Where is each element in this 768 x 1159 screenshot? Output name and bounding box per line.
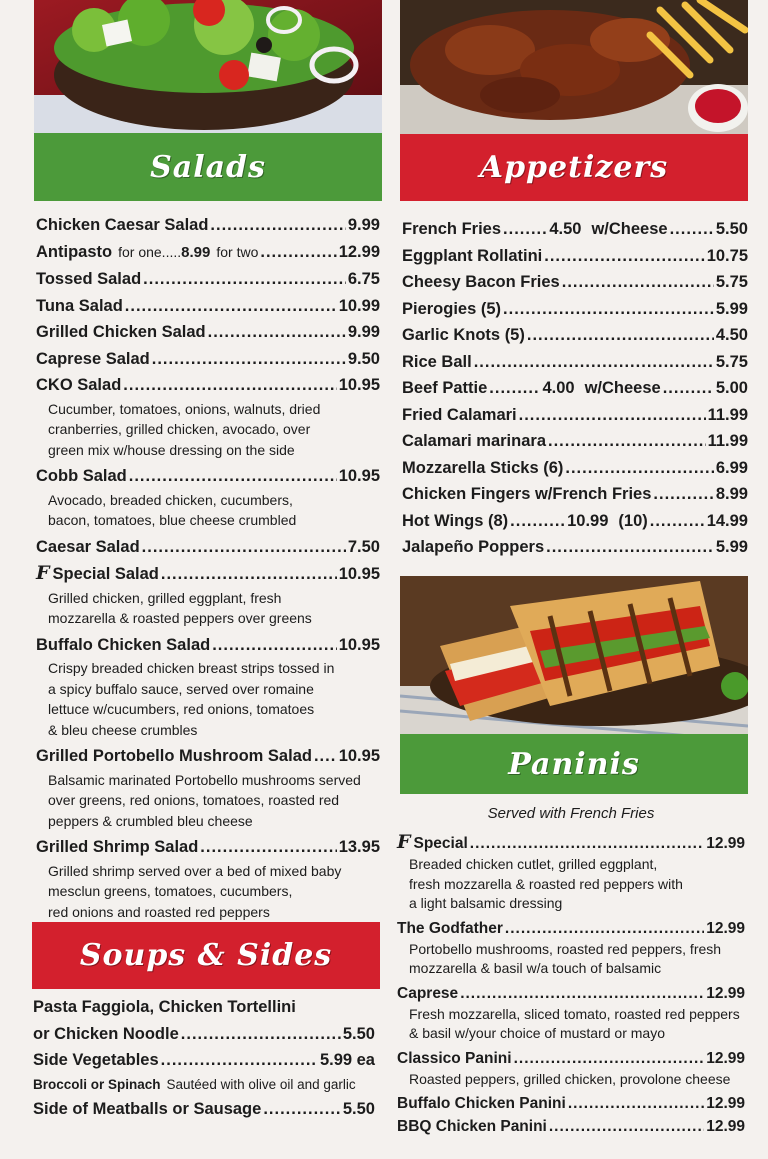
leader-dots [123,372,336,399]
leader-dots [129,463,337,490]
appetizers-item [402,508,748,535]
salads-item-price: 9.50 [347,349,380,368]
appetizers-item-price: 5.75 [715,352,748,371]
description-line: Breaded chicken cutlet, grilled eggplant, [409,856,658,872]
appetizers-item-price: 8.99 [715,485,748,503]
salads-item-price: 9.99 [347,323,380,341]
salads-banner [34,133,382,201]
leader-dots [142,534,346,561]
salads-item-price: 12.99 [338,242,380,261]
paninis-item-description [397,1005,745,1044]
soups-banner [32,922,380,989]
salads-item [36,266,380,293]
paninis-item [397,917,745,940]
description-line: over greens, red onions, tomatoes, roasted red [48,792,340,808]
leader-dots [503,216,547,243]
side-vegetables-note: Broccoli or Spinach Sautéed with olive oil and garlic [33,1076,356,1092]
salads-item-price: 10.95 [338,747,380,765]
leader-dots [210,212,345,239]
salads-item-name: CKO Salad [36,376,122,394]
leader-dots [565,455,713,482]
appetizers-item-name: Jalapeño Poppers [402,538,545,556]
salads-item-price: 10.99 [338,296,380,315]
salads-item-description [36,399,380,461]
salads-item-name: Tossed Salad [36,270,142,288]
salads-item-name: Grilled Portobello Mushroom Salad [36,747,312,765]
leader-dots [546,534,714,561]
description-line: red onions and roasted red peppers [48,903,270,920]
leader-dots [503,296,714,323]
salads-item [36,372,380,399]
salads-item-price: 10.95 [338,376,380,394]
leader-dots [505,917,704,940]
appetizers-item-name: Cheesy Bacon Fries [402,273,560,291]
appetizers-item-name: Calamari marinara [402,432,546,450]
paninis-item-price: 12.99 [706,835,745,852]
paninis-item-name: Special [413,835,468,852]
f-logo-icon: F [36,562,50,584]
paninis-item-name: BBQ Chicken Panini [397,1118,547,1135]
description-line: mozzarella & roasted peppers over greens [48,610,312,626]
leader-dots [470,832,704,855]
paninis-item [397,1092,745,1115]
description-line: peppers & crumbled bleu cheese [48,812,253,829]
leader-dots [670,216,714,243]
leader-dots [544,243,704,270]
appetizers-item-name: Garlic Knots (5) [402,326,525,344]
leader-dots [161,561,337,588]
appetizers-item-name: Fried Calamari [402,405,517,424]
panini-photo [400,576,748,734]
appetizers-item [402,296,748,323]
description-line: Roasted peppers, grilled chicken, provolone cheese [409,1070,731,1087]
appetizers-item-name: French Fries [402,220,502,238]
salads-list [36,212,380,925]
salads-item-name: Tuna Salad [36,296,123,315]
description-line: Avocado, breaded chicken, cucumbers, [48,491,293,508]
paninis-title: Paninis [508,746,640,782]
f-logo-icon: F [397,831,411,853]
appetizers-item [402,481,748,508]
salads-item-name: Cobb Salad [36,467,127,485]
option-price: 8.99 [181,243,211,261]
leader-dots [650,508,705,535]
leader-dots [653,481,713,508]
paninis-item-name: Buffalo Chicken Panini [397,1095,566,1112]
leader-dots [489,375,540,402]
description-line: mesclun greens, tomatoes, cucumbers, [48,883,293,899]
price-option [118,239,258,267]
appetizers-item-price: 4.50 [715,326,748,344]
salads-item-price: 10.95 [338,467,380,485]
option-label: for one..... [118,243,182,260]
appetizers-item [402,269,748,296]
appetizers-item-price: 14.99 [706,511,748,530]
item-mid-label: (10) [618,511,648,530]
description-line: lettuce w/cucumbers, red onions, tomatoes [48,701,315,717]
appetizers-item-price: 11.99 [707,432,748,450]
description-line: a light balsamic dressing [409,895,563,911]
paninis-item-price: 12.99 [706,1049,745,1067]
salads-item-description [36,770,380,832]
option-label: for two [216,243,259,260]
appetizers-item-name: Chicken Fingers w/French Fries [402,485,652,503]
soup-line1: Pasta Faggiola, Chicken Tortellini [33,998,296,1016]
soups-title: Soups & Sides [79,938,333,973]
salads-item-price: 13.95 [338,838,380,856]
paninis-item-name: Classico Panini [397,1049,512,1067]
description-line: bacon, tomatoes, blue cheese crumbled [48,512,297,528]
description-line: Grilled shrimp served over a bed of mixed baby [48,862,342,879]
appetizers-item-name: Beef Pattie [402,379,488,397]
salads-item-name: Antipasto [36,242,113,261]
leader-dots [260,239,336,266]
leader-dots [208,319,346,346]
appetizers-item [402,243,748,270]
soups-list [33,994,375,1122]
salads-title: Salads [150,149,266,185]
leader-dots [152,346,346,373]
salads-item [36,293,380,320]
appetizers-item [402,534,748,561]
appetizers-item-name: Hot Wings (8) [402,511,509,530]
appetizers-title: Appetizers [479,150,669,185]
salads-item [36,319,380,346]
appetizers-item [402,428,748,455]
salads-item-price: 6.75 [347,270,380,288]
description-line: Fresh mozzarella, sliced tomato, roasted red peppers [409,1005,740,1022]
paninis-item [397,1047,745,1070]
description-line: Crispy breaded chicken breast strips tossed in [48,660,335,676]
appetizers-item-name: Eggplant Rollatini [402,246,543,265]
leader-dots [200,834,336,861]
leader-dots [527,322,714,349]
leader-dots [548,428,706,455]
salads-item [36,346,380,373]
paninis-item [397,1115,745,1138]
appetizers-item [402,322,748,349]
description-line: & bleu cheese crumbles [48,721,198,738]
paninis-item-price: 12.99 [706,1118,745,1135]
salads-item-name: Grilled Chicken Salad [36,323,206,341]
paninis-banner [400,734,748,794]
salads-item [36,743,380,770]
leader-dots [314,743,337,770]
wings-photo [400,0,748,134]
appetizers-item-price: 11.99 [707,405,748,424]
salads-item [36,239,380,267]
item-mid-label: w/Cheese [591,220,668,238]
leader-dots [549,1115,704,1138]
leader-dots [562,269,714,296]
appetizers-item-name: Pierogies (5) [402,299,502,318]
appetizers-item-name: Mozzarella Sticks (6) [402,458,564,477]
appetizers-item-price: 5.99 [715,538,748,556]
appetizers-item [402,349,748,376]
appetizers-item [402,216,748,243]
item-mid-price: 4.50 [549,220,582,238]
salads-item [36,212,380,239]
leader-dots [514,1047,705,1070]
salads-item-price: 9.99 [347,216,380,234]
salads-item-name: Chicken Caesar Salad [36,216,209,234]
salads-item [36,534,380,561]
paninis-item [397,982,745,1005]
appetizers-banner [400,134,748,201]
appetizers-item-price: 6.99 [715,458,748,477]
salads-item-description [36,490,380,531]
salad-photo [34,0,382,133]
salads-item-name: Special Salad [52,565,159,583]
side-meatballs: Side of Meatballs or Sausage ..... 5.50 [33,1096,375,1123]
description-line: Balsamic marinated Portobello mushrooms served [48,771,361,788]
leader-dots [663,375,714,402]
description-line: cranberries, grilled chicken, avocado, over [48,421,311,437]
salads-item-description [36,658,380,740]
salads-item-description [36,861,380,923]
appetizers-item [402,455,748,482]
description-line: green mix w/house dressing on the side [48,441,295,458]
appetizers-item [402,402,748,429]
salads-item-price: 7.50 [347,537,380,556]
leader-dots [568,1092,704,1115]
leader-dots [474,349,714,376]
salads-item-price: 10.95 [338,635,380,654]
item-mid-price: 10.99 [567,511,609,530]
description-line: Portobello mushrooms, roasted red peppers, fresh [409,940,722,957]
description-line: Grilled chicken, grilled eggplant, fresh [48,589,282,606]
paninis-item-name: The Godfather [397,919,503,937]
salads-item [36,632,380,659]
salads-item-name: Caesar Salad [36,537,140,556]
side-vegetables: Side Vegetables ..... 5.99 ea [33,1047,375,1074]
appetizers-item [402,375,748,402]
appetizers-item-price: 10.75 [706,246,748,265]
salads-item-name: Grilled Shrimp Salad [36,838,199,856]
salads-item-price: 10.95 [338,565,380,583]
leader-dots [519,402,706,429]
paninis-item-price: 12.99 [706,1095,745,1112]
paninis-item [397,831,745,855]
paninis-item-description [397,855,745,914]
paninis-item-description [397,940,745,979]
soup-line2: or Chicken Noodle ..... 5.50 [33,1021,375,1048]
leader-dots [143,266,346,293]
leader-dots [460,982,704,1005]
paninis-item-description [397,1070,745,1090]
description-line: Cucumber, tomatoes, onions, walnuts, dried [48,400,321,417]
appetizers-item-price: 5.99 [715,299,748,318]
paninis-served-note: Served with French Fries [487,805,655,822]
paninis-item-price: 12.99 [706,984,745,1002]
description-line: & basil w/your choice of mustard or mayo [409,1025,665,1041]
appetizers-item-name: Rice Ball [402,352,472,371]
salads-item-name: Caprese Salad [36,349,150,368]
paninis-item-price: 12.99 [706,919,745,937]
appetizers-item-price: 5.50 [715,220,748,238]
leader-dots [212,632,337,659]
item-mid-price: 4.00 [542,379,575,397]
salads-item [36,463,380,490]
salads-item-description [36,588,380,629]
description-line: fresh mozzarella & roasted red peppers with [409,875,683,892]
appetizers-item-price: 5.00 [715,379,748,397]
paninis-item-name: Caprese [397,984,459,1002]
leader-dots [125,293,337,320]
item-mid-label: w/Cheese [584,379,661,397]
salads-item [36,560,380,588]
salads-item [36,834,380,861]
appetizers-item-price: 5.75 [715,273,748,291]
salads-item-name: Buffalo Chicken Salad [36,635,211,654]
paninis-list [397,803,745,1138]
description-line: a spicy buffalo sauce, served over romaine [48,680,314,697]
leader-dots [510,508,565,535]
description-line: mozzarella & basil w/a touch of balsamic [409,960,662,976]
appetizers-list [402,216,748,561]
